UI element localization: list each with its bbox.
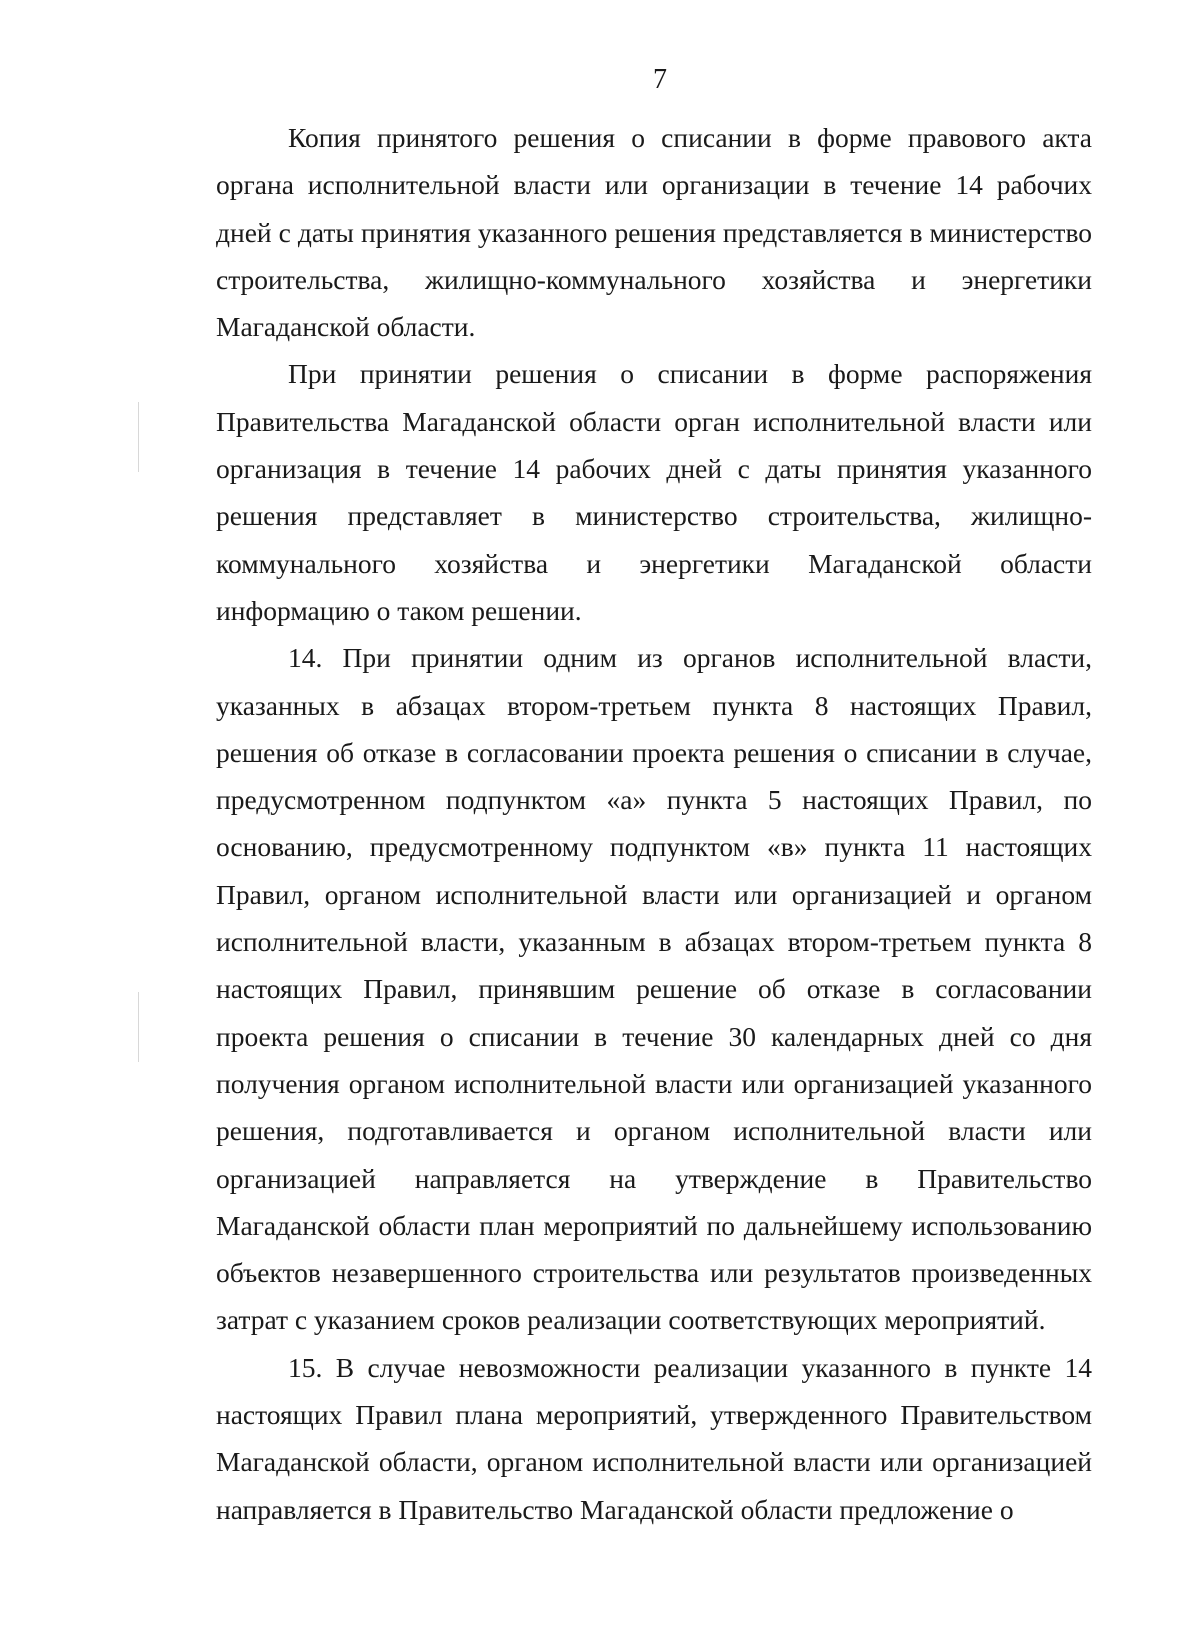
paragraph-item-14: 14. При принятии одним из органов исполнительной власти, указанных в абзацах втором-третьем пункта 8 настоящих Правил, решения об отказе в согласовании проекта решения о списании в случае, предусмотренном подпунктом «а» пункта 5 настоящих Правил, по основанию, предусмотренному подпунктом «в» пункта 11 настоящих Правил, органом исполнительной власти или организацией и органом исполнительной власти, указанным в абзацах втором-третьем пункта 8 настоящих Правил, принявшим решение об отказе в согласовании проекта решения о списании в течение 30 календарных дней со дня получения органом исполнительной власти или организацией указанного решения, подготавливается и органом исполнительной власти или организацией направляется на утверждение в Правительство Магаданской области план мероприятий по дальнейшему использованию объектов незавершенного строительства или результатов произведенных затрат с указанием сроков реализации соответствующих мероприятий. [216,642,1092,1336]
page-number: 7 [653,64,667,95]
paragraph-government-order: При принятии решения о списании в форме распоряжения Правительства Магаданской области орган исполнительной власти или организация в течение 14 рабочих дней с даты принятия указанного решения представляет в министерство строительства, жилищно-коммунального хозяйства и энергетики Магаданской области информацию о таком решении. [216,358,1092,626]
scan-margin-mark [138,992,139,1062]
paragraph-item-15: 15. В случае невозможности реализации указанного в пункте 14 настоящих Правил плана мероприятий, утвержденного Правительством Магаданской области, органом исполнительной власти или организацией направляется в Правительство Магаданской области предложение о [216,1351,1092,1525]
paragraph-copy-of-decision: Копия принятого решения о списании в форме правового акта органа исполнительной власти или организации в течение 14 рабочих дней с даты принятия указанного решения представляется в министерство строительства, жилищно-коммунального хозяйства и энергетики Магаданской области. [216,122,1092,343]
document-body [216,114,1092,1533]
scan-margin-mark [138,402,139,472]
